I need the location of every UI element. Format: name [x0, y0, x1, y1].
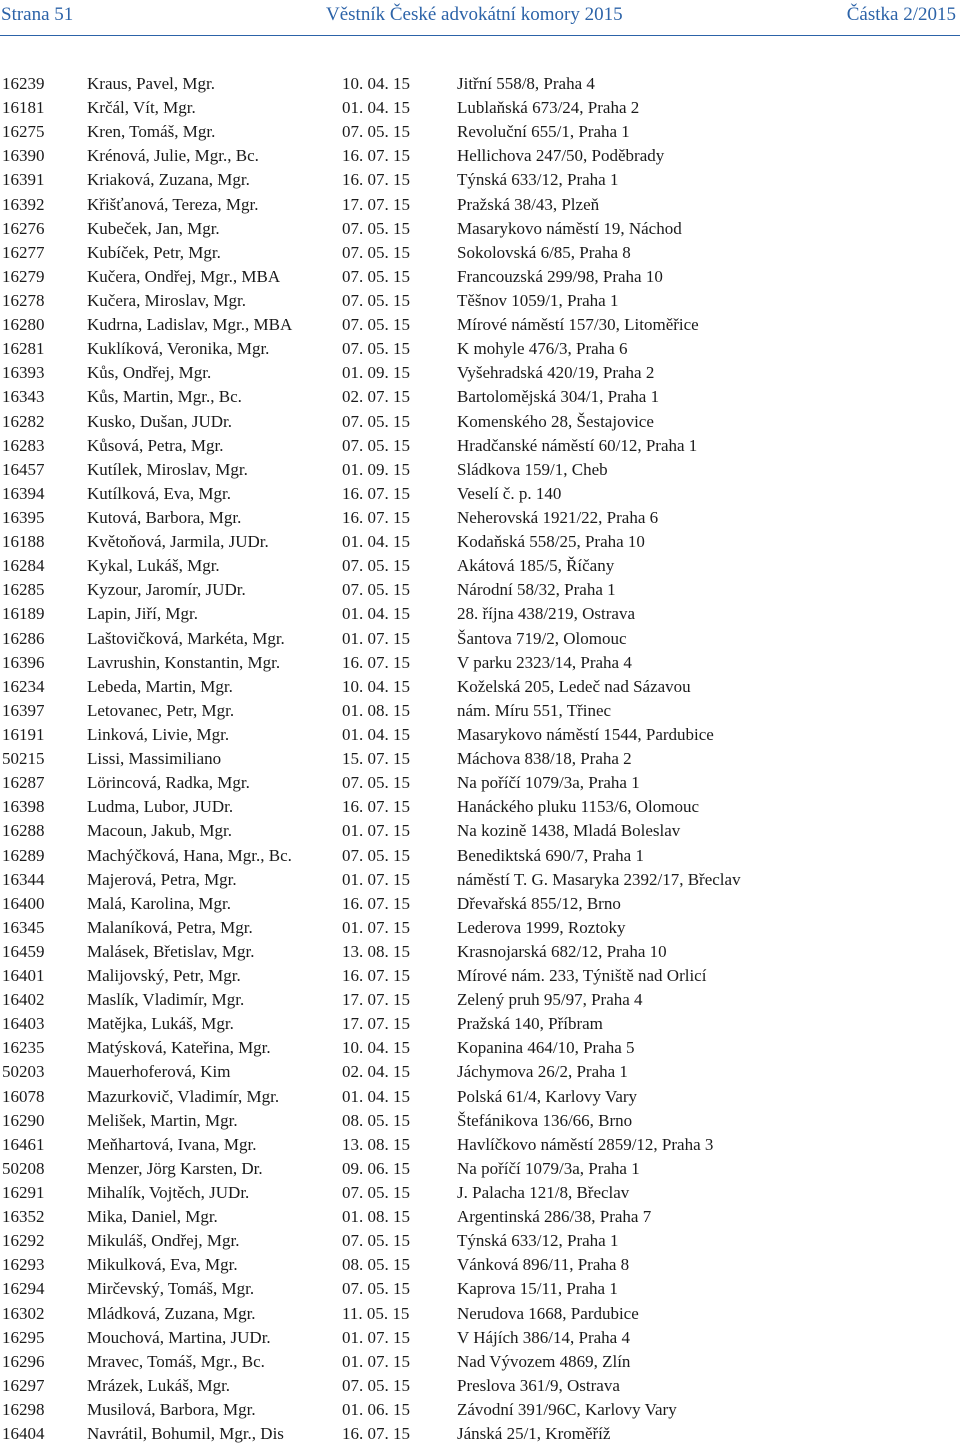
attorney-name: Kren, Tomáš, Mgr. [87, 122, 216, 142]
table-row [0, 1181, 960, 1205]
registration-number: 16275 [2, 122, 45, 142]
attorney-name: Mouchová, Martina, JUDr. [87, 1327, 271, 1347]
table-row [0, 747, 960, 771]
attorney-name: Kůsová, Petra, Mgr. [87, 435, 224, 455]
registration-date: 16. 07. 15 [342, 797, 410, 817]
table-row [0, 940, 960, 964]
table-row [0, 1374, 960, 1398]
attorney-name: Mrázek, Lukáš, Mgr. [87, 1375, 231, 1395]
registration-date: 01. 07. 15 [342, 821, 410, 841]
registration-date: 07. 05. 15 [342, 218, 410, 238]
table-row [0, 313, 960, 337]
office-address: V parku 2323/14, Praha 4 [457, 652, 632, 672]
office-address: Lublaňská 673/24, Praha 2 [457, 98, 640, 118]
office-address: Kopanina 464/10, Praha 5 [457, 1038, 635, 1058]
table-row [0, 1302, 960, 1326]
registration-number: 16302 [2, 1303, 45, 1323]
registration-date: 07. 05. 15 [342, 266, 410, 286]
attorney-name: Kutílek, Miroslav, Mgr. [87, 459, 248, 479]
registration-date: 10. 04. 15 [342, 676, 410, 696]
table-row [0, 1157, 960, 1181]
table-row [0, 144, 960, 168]
attorney-name: Mikuláš, Ondřej, Mgr. [87, 1231, 240, 1251]
registration-number: 16395 [2, 507, 45, 527]
table-row [0, 699, 960, 723]
registration-number: 16392 [2, 194, 45, 214]
registration-date: 09. 06. 15 [342, 1158, 410, 1178]
office-address: Národní 58/32, Praha 1 [457, 580, 616, 600]
office-address: Komenského 28, Šestajovice [457, 411, 654, 431]
registration-date: 13. 08. 15 [342, 1134, 410, 1154]
office-address: Hellichova 247/50, Poděbrady [457, 146, 665, 166]
attorney-name: Kutová, Barbora, Mgr. [87, 507, 242, 527]
attorney-name: Kudrna, Ladislav, Mgr., MBA [87, 315, 293, 335]
registration-number: 16188 [2, 532, 45, 552]
registration-number: 16296 [2, 1351, 45, 1371]
office-address: Štefánikova 136/66, Brno [457, 1110, 633, 1130]
registration-number: 16281 [2, 339, 45, 359]
registration-number: 16293 [2, 1255, 45, 1275]
table-row [0, 868, 960, 892]
office-address: Jánská 25/1, Kroměříž [457, 1424, 611, 1444]
office-address: Bartolomějská 304/1, Praha 1 [457, 387, 660, 407]
table-row [0, 385, 960, 409]
attorney-name: Květoňová, Jarmila, JUDr. [87, 532, 269, 552]
attorney-name: Melišek, Martin, Mgr. [87, 1110, 238, 1130]
registration-number: 50215 [2, 749, 45, 769]
table-row [0, 651, 960, 675]
attorney-name: Lebeda, Martin, Mgr. [87, 676, 233, 696]
attorney-name: Macoun, Jakub, Mgr. [87, 821, 232, 841]
table-row [0, 1398, 960, 1422]
office-address: Týnská 633/12, Praha 1 [457, 170, 619, 190]
office-address: Hradčanské náměstí 60/12, Praha 1 [457, 435, 698, 455]
attorney-name: Malaníková, Petra, Mgr. [87, 917, 253, 937]
registration-date: 01. 06. 15 [342, 1400, 410, 1420]
office-address: Na poříčí 1079/3a, Praha 1 [457, 773, 640, 793]
table-row [0, 819, 960, 843]
registration-number: 16398 [2, 797, 45, 817]
attorney-name: Mazurkovič, Vladimír, Mgr. [87, 1086, 280, 1106]
registration-date: 11. 05. 15 [342, 1303, 410, 1323]
registration-date: 07. 05. 15 [342, 315, 410, 335]
registration-number: 16235 [2, 1038, 45, 1058]
attorney-name: Malijovský, Petr, Mgr. [87, 966, 241, 986]
registration-number: 16181 [2, 98, 45, 118]
table-row [0, 723, 960, 747]
table-row [0, 120, 960, 144]
office-address: Zelený pruh 95/97, Praha 4 [457, 990, 643, 1010]
attorney-name: Kriaková, Zuzana, Mgr. [87, 170, 250, 190]
office-address: Akátová 185/5, Říčany [457, 556, 615, 576]
registration-number: 16461 [2, 1134, 45, 1154]
registration-number: 16285 [2, 580, 45, 600]
registration-number: 16294 [2, 1279, 45, 1299]
attorney-name: Linková, Livie, Mgr. [87, 724, 230, 744]
office-address: Kodaňská 558/25, Praha 10 [457, 532, 645, 552]
registration-number: 16280 [2, 315, 45, 335]
registration-date: 07. 05. 15 [342, 845, 410, 865]
table-row [0, 892, 960, 916]
registration-date: 01. 04. 15 [342, 604, 410, 624]
attorney-name: Kusko, Dušan, JUDr. [87, 411, 232, 431]
attorney-name: Krčál, Vít, Mgr. [87, 98, 196, 118]
attorney-name: Kubíček, Petr, Mgr. [87, 242, 221, 262]
attorney-name: Matýsková, Kateřina, Mgr. [87, 1038, 271, 1058]
table-row [0, 1326, 960, 1350]
registration-number: 16401 [2, 966, 45, 986]
attorney-name: Majerová, Petra, Mgr. [87, 869, 237, 889]
attorney-name: Lissi, Massimiliano [87, 749, 222, 769]
office-address: Masarykovo náměstí 1544, Pardubice [457, 724, 714, 744]
registration-date: 13. 08. 15 [342, 941, 410, 961]
registration-date: 16. 07. 15 [342, 507, 410, 527]
registration-number: 16400 [2, 893, 45, 913]
attorney-name: Mihalík, Vojtěch, JUDr. [87, 1183, 250, 1203]
journal-title: Věstník České advokátní komory 2015 [326, 4, 623, 25]
table-row [0, 337, 960, 361]
table-row [0, 168, 960, 192]
office-address: J. Palacha 121/8, Břeclav [457, 1183, 630, 1203]
registration-date: 07. 05. 15 [342, 1231, 410, 1251]
registration-date: 01. 04. 15 [342, 724, 410, 744]
registration-date: 17. 07. 15 [342, 990, 410, 1010]
attorney-name: Lavrushin, Konstantin, Mgr. [87, 652, 281, 672]
registration-date: 16. 07. 15 [342, 966, 410, 986]
attorney-name: Mauerhoferová, Kim [87, 1062, 231, 1082]
registration-date: 07. 05. 15 [342, 242, 410, 262]
registration-number: 16191 [2, 724, 45, 744]
table-row [0, 1253, 960, 1277]
table-row [0, 795, 960, 819]
table-row [0, 988, 960, 1012]
registration-date: 16. 07. 15 [342, 893, 410, 913]
registration-number: 50203 [2, 1062, 45, 1082]
registration-number: 16457 [2, 459, 45, 479]
attorney-name: Lapin, Jiří, Mgr. [87, 604, 198, 624]
attorney-name: Krénová, Julie, Mgr., Bc. [87, 146, 259, 166]
attorney-name: Kutílková, Eva, Mgr. [87, 483, 232, 503]
office-address: Mírové náměstí 157/30, Litoměřice [457, 315, 699, 335]
attorney-name: Malá, Karolina, Mgr. [87, 893, 231, 913]
registration-date: 07. 05. 15 [342, 290, 410, 310]
registration-date: 07. 05. 15 [342, 1375, 410, 1395]
table-row [0, 1012, 960, 1036]
table-row [0, 506, 960, 530]
attorney-name: Kubeček, Jan, Mgr. [87, 218, 220, 238]
registration-number: 16391 [2, 170, 45, 190]
registration-number: 16239 [2, 74, 45, 93]
office-address: Preslova 361/9, Ostrava [457, 1375, 620, 1395]
office-address: Šantova 719/2, Olomouc [457, 628, 627, 648]
office-address: Veselí č. p. 140 [457, 483, 562, 503]
table-row [0, 916, 960, 940]
table-row [0, 602, 960, 626]
registration-number: 16459 [2, 941, 45, 961]
registration-date: 01. 09. 15 [342, 363, 410, 383]
office-address: Masarykovo náměstí 19, Náchod [457, 218, 682, 238]
registration-number: 16343 [2, 387, 45, 407]
office-address: Těšnov 1059/1, Praha 1 [457, 290, 619, 310]
office-address: Lederova 1999, Roztoky [457, 917, 626, 937]
attorney-name: Kučera, Miroslav, Mgr. [87, 290, 246, 310]
office-address: Koželská 205, Ledeč nad Sázavou [457, 676, 691, 696]
registration-date: 07. 05. 15 [342, 1279, 410, 1299]
registration-date: 10. 04. 15 [342, 1038, 410, 1058]
registration-number: 16396 [2, 652, 45, 672]
registration-number: 16390 [2, 146, 45, 166]
registration-date: 16. 07. 15 [342, 652, 410, 672]
office-address: 28. října 438/219, Ostrava [457, 604, 635, 624]
office-address: Kaprova 15/11, Praha 1 [457, 1279, 618, 1299]
attorney-name: Malásek, Břetislav, Mgr. [87, 941, 255, 961]
registration-number: 16352 [2, 1207, 45, 1227]
office-address: Jitřní 558/8, Praha 4 [457, 74, 595, 93]
registration-date: 01. 08. 15 [342, 1207, 410, 1227]
header-divider [0, 35, 960, 36]
registration-date: 07. 05. 15 [342, 773, 410, 793]
office-address: Pražská 140, Příbram [457, 1014, 603, 1034]
attorney-name: Matějka, Lukáš, Mgr. [87, 1014, 234, 1034]
registration-number: 16286 [2, 628, 45, 648]
office-address: Nad Vývozem 4869, Zlín [457, 1351, 631, 1371]
registration-date: 01. 07. 15 [342, 628, 410, 648]
office-address: Vánková 896/11, Praha 8 [457, 1255, 630, 1275]
registration-number: 16282 [2, 411, 45, 431]
office-address: Revoluční 655/1, Praha 1 [457, 122, 630, 142]
registration-date: 16. 07. 15 [342, 483, 410, 503]
registration-number: 16189 [2, 604, 45, 624]
office-address: náměstí T. G. Masaryka 2392/17, Břeclav [457, 869, 741, 889]
table-row [0, 1277, 960, 1301]
office-address: Polská 61/4, Karlovy Vary [457, 1086, 638, 1106]
table-row [0, 361, 960, 385]
registration-date: 08. 05. 15 [342, 1110, 410, 1130]
registration-date: 02. 04. 15 [342, 1062, 410, 1082]
office-address: Na kozině 1438, Mladá Boleslav [457, 821, 681, 841]
attorney-name: Navrátil, Bohumil, Mgr., Dis [87, 1424, 284, 1444]
attorney-name: Mirčevský, Tomáš, Mgr. [87, 1279, 255, 1299]
registration-number: 16291 [2, 1183, 45, 1203]
office-address: Argentinská 286/38, Praha 7 [457, 1207, 652, 1227]
registration-date: 16. 07. 15 [342, 170, 410, 190]
registration-number: 16298 [2, 1400, 45, 1420]
registration-date: 08. 05. 15 [342, 1255, 410, 1275]
table-row [0, 1036, 960, 1060]
office-address: Závodní 391/96C, Karlovy Vary [457, 1400, 677, 1420]
attorney-name: Mikulková, Eva, Mgr. [87, 1255, 238, 1275]
registration-number: 16287 [2, 773, 45, 793]
table-row [0, 434, 960, 458]
registration-number: 16277 [2, 242, 45, 262]
registration-number: 16290 [2, 1110, 45, 1130]
attorney-list [0, 72, 960, 1446]
attorney-name: Menzer, Jörg Karsten, Dr. [87, 1158, 263, 1178]
office-address: Sládkova 159/1, Cheb [457, 459, 608, 479]
registration-date: 10. 04. 15 [342, 74, 410, 93]
attorney-name: Kučera, Ondřej, Mgr., MBA [87, 266, 281, 286]
table-row [0, 1350, 960, 1374]
attorney-name: Mika, Daniel, Mgr. [87, 1207, 218, 1227]
office-address: Týnská 633/12, Praha 1 [457, 1231, 619, 1251]
attorney-name: Meňhartová, Ivana, Mgr. [87, 1134, 257, 1154]
registration-date: 07. 05. 15 [342, 556, 410, 576]
office-address: Jáchymova 26/2, Praha 1 [457, 1062, 628, 1082]
registration-date: 01. 07. 15 [342, 1351, 410, 1371]
table-row [0, 1085, 960, 1109]
registration-date: 01. 08. 15 [342, 700, 410, 720]
registration-number: 16295 [2, 1327, 45, 1347]
table-row [0, 482, 960, 506]
registration-date: 01. 07. 15 [342, 917, 410, 937]
office-address: Hanáckého pluku 1153/6, Olomouc [457, 797, 700, 817]
attorney-name: Kůs, Martin, Mgr., Bc. [87, 387, 242, 407]
registration-number: 16078 [2, 1086, 45, 1106]
registration-date: 01. 04. 15 [342, 1086, 410, 1106]
table-row [0, 289, 960, 313]
page-header [0, 0, 960, 30]
table-row [0, 241, 960, 265]
office-address: V Hájích 386/14, Praha 4 [457, 1327, 630, 1347]
office-address: K mohyle 476/3, Praha 6 [457, 339, 628, 359]
registration-number: 16278 [2, 290, 45, 310]
registration-number: 16394 [2, 483, 45, 503]
registration-number: 50208 [2, 1158, 45, 1178]
table-row [0, 1109, 960, 1133]
table-row [0, 72, 960, 96]
attorney-name: Lörincová, Radka, Mgr. [87, 773, 250, 793]
office-address: Vyšehradská 420/19, Praha 2 [457, 363, 655, 383]
registration-number: 16397 [2, 700, 45, 720]
registration-number: 16289 [2, 845, 45, 865]
table-row [0, 265, 960, 289]
table-row [0, 675, 960, 699]
registration-date: 07. 05. 15 [342, 122, 410, 142]
issue-number: Částka 2/2015 [846, 4, 956, 25]
attorney-name: Ludma, Lubor, JUDr. [87, 797, 234, 817]
table-row [0, 96, 960, 120]
office-address: Sokolovská 6/85, Praha 8 [457, 242, 631, 262]
office-address: Na poříčí 1079/3a, Praha 1 [457, 1158, 640, 1178]
registration-date: 15. 07. 15 [342, 749, 410, 769]
registration-number: 16279 [2, 266, 45, 286]
office-address: nám. Míru 551, Třinec [457, 700, 612, 720]
attorney-name: Kuklíková, Veronika, Mgr. [87, 339, 270, 359]
attorney-name: Kyzour, Jaromír, JUDr. [87, 580, 246, 600]
registration-number: 16276 [2, 218, 45, 238]
office-address: Krasnojarská 682/12, Praha 10 [457, 941, 667, 961]
table-row [0, 530, 960, 554]
attorney-name: Machýčková, Hana, Mgr., Bc. [87, 845, 292, 865]
attorney-name: Maslík, Vladimír, Mgr. [87, 990, 245, 1010]
registration-date: 07. 05. 15 [342, 1183, 410, 1203]
attorney-name: Mládková, Zuzana, Mgr. [87, 1303, 256, 1323]
table-row [0, 554, 960, 578]
table-row [0, 771, 960, 795]
registration-number: 16283 [2, 435, 45, 455]
office-address: Nerudova 1668, Pardubice [457, 1303, 639, 1323]
registration-number: 16402 [2, 990, 45, 1010]
attorney-name: Kykal, Lukáš, Mgr. [87, 556, 220, 576]
office-address: Havlíčkovo náměstí 2859/12, Praha 3 [457, 1134, 714, 1154]
registration-date: 01. 04. 15 [342, 98, 410, 118]
registration-number: 16403 [2, 1014, 45, 1034]
table-row [0, 964, 960, 988]
registration-number: 16344 [2, 869, 45, 889]
registration-number: 16284 [2, 556, 45, 576]
registration-date: 07. 05. 15 [342, 435, 410, 455]
office-address: Mírové nám. 233, Týniště nad Orlicí [457, 966, 707, 986]
attorney-name: Křišťanová, Tereza, Mgr. [87, 194, 259, 214]
registration-number: 16345 [2, 917, 45, 937]
registration-date: 17. 07. 15 [342, 194, 410, 214]
attorney-name: Laštovičková, Markéta, Mgr. [87, 628, 285, 648]
table-row [0, 193, 960, 217]
table-row [0, 410, 960, 434]
attorney-name: Letovanec, Petr, Mgr. [87, 700, 235, 720]
attorney-name: Musilová, Barbora, Mgr. [87, 1400, 256, 1420]
table-row [0, 578, 960, 602]
registration-number: 16404 [2, 1424, 45, 1444]
registration-number: 16234 [2, 676, 45, 696]
table-row [0, 217, 960, 241]
registration-number: 16292 [2, 1231, 45, 1251]
registration-date: 01. 09. 15 [342, 459, 410, 479]
table-row [0, 1060, 960, 1084]
registration-date: 07. 05. 15 [342, 411, 410, 431]
registration-date: 01. 04. 15 [342, 532, 410, 552]
registration-date: 17. 07. 15 [342, 1014, 410, 1034]
attorney-name: Mravec, Tomáš, Mgr., Bc. [87, 1351, 265, 1371]
registration-number: 16297 [2, 1375, 45, 1395]
attorney-name: Kůs, Ondřej, Mgr. [87, 363, 212, 383]
office-address: Dřevařská 855/12, Brno [457, 893, 621, 913]
table-row [0, 1205, 960, 1229]
registration-date: 01. 07. 15 [342, 869, 410, 889]
registration-date: 02. 07. 15 [342, 387, 410, 407]
registration-date: 07. 05. 15 [342, 339, 410, 359]
table-row [0, 1422, 960, 1446]
table-row [0, 844, 960, 868]
office-address: Pražská 38/43, Plzeň [457, 194, 600, 214]
table-row [0, 627, 960, 651]
registration-date: 01. 07. 15 [342, 1327, 410, 1347]
office-address: Máchova 838/18, Praha 2 [457, 749, 632, 769]
table-row [0, 458, 960, 482]
office-address: Benediktská 690/7, Praha 1 [457, 845, 644, 865]
registration-date: 07. 05. 15 [342, 580, 410, 600]
office-address: Neherovská 1921/22, Praha 6 [457, 507, 659, 527]
attorney-name: Kraus, Pavel, Mgr. [87, 74, 215, 93]
office-address: Francouzská 299/98, Praha 10 [457, 266, 663, 286]
table-row [0, 1133, 960, 1157]
registration-date: 16. 07. 15 [342, 1424, 410, 1444]
registration-number: 16393 [2, 363, 45, 383]
table-row [0, 1229, 960, 1253]
page-number: Strana 51 [1, 4, 74, 25]
registration-number: 16288 [2, 821, 45, 841]
registration-date: 16. 07. 15 [342, 146, 410, 166]
